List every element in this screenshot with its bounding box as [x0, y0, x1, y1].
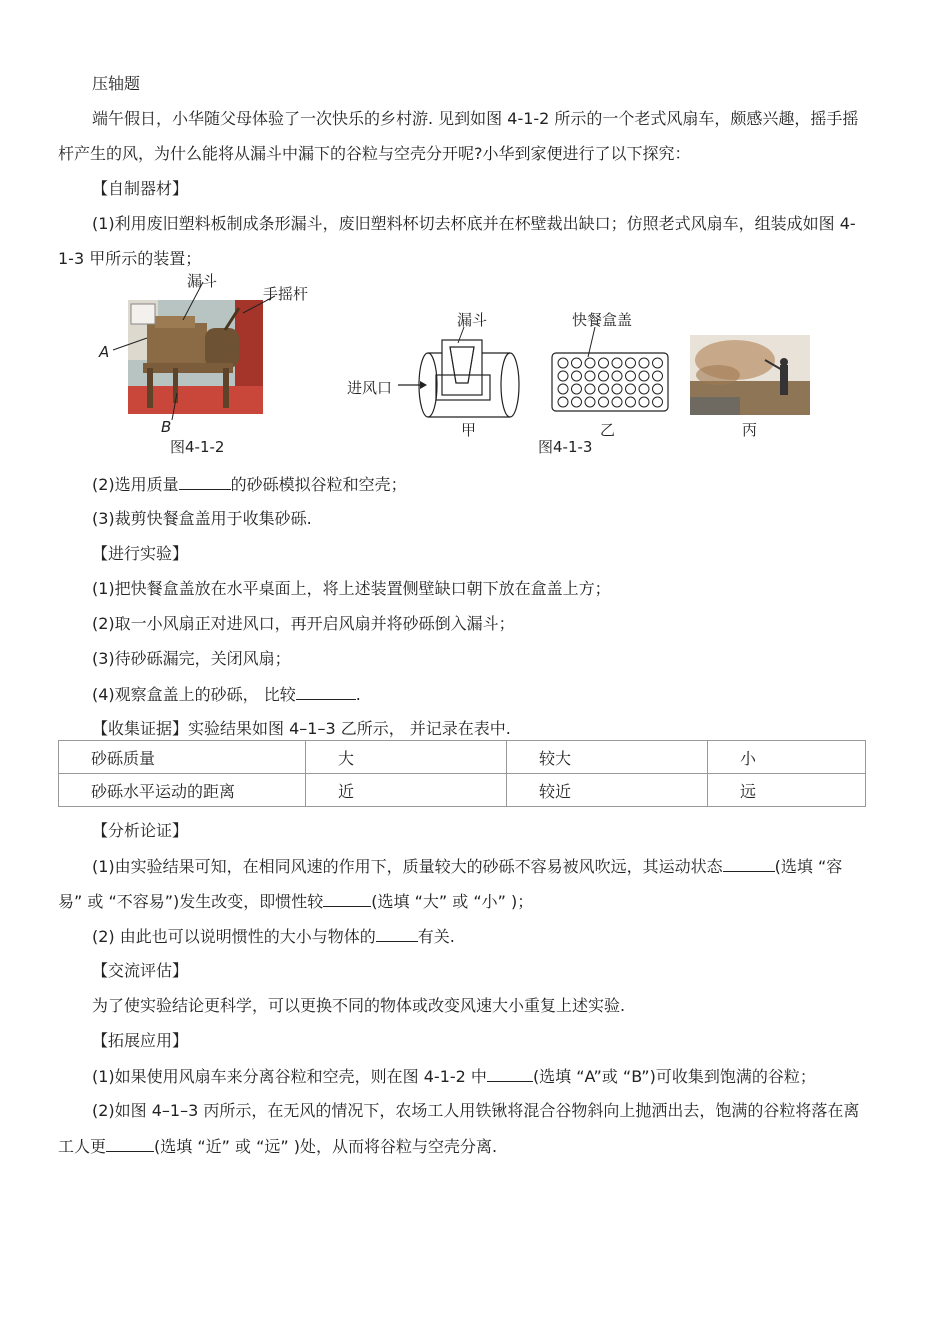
fig412-caption: 图4-1-2	[170, 438, 225, 456]
lid-hole	[599, 384, 609, 394]
lid-hole	[599, 371, 609, 381]
lid-hole	[612, 397, 622, 407]
experiment-step-4-post: .	[355, 685, 361, 704]
intro-line-2: 杆产生的风，为什么能将从漏斗中漏下的谷粒与空壳分开呢?小华到家便进行了以下探究：	[58, 144, 691, 163]
lid-hole	[653, 358, 663, 368]
blank-related-factor[interactable]	[376, 926, 418, 942]
evidence-table	[58, 740, 866, 807]
lid-hole	[612, 358, 622, 368]
device-jia-drawing	[398, 327, 519, 417]
lid-hole	[626, 384, 636, 394]
figure-4-1-2	[95, 268, 335, 458]
lid-hole	[558, 397, 568, 407]
table-row	[59, 774, 866, 807]
analysis-2-pre: (2) 由此也可以说明惯性的大小与物体的	[92, 927, 376, 946]
table-cell: 大	[306, 741, 507, 774]
analysis-1-line-1	[92, 856, 842, 877]
table-row	[59, 741, 866, 774]
heading: 压轴题	[92, 74, 141, 93]
section-experiment: 【进行实验】	[92, 544, 189, 563]
yi-label: 乙	[600, 421, 616, 439]
section-evaluation: 【交流评估】	[92, 961, 189, 980]
lid-hole	[558, 384, 568, 394]
lid-hole	[599, 397, 609, 407]
lid-hole	[653, 397, 663, 407]
extension-2-line-2-pre: 工人更	[58, 1137, 107, 1156]
extension-1-pre: (1)如果使用风扇车来分离谷粒和空壳，则在图 4-1-2 中	[92, 1067, 487, 1086]
experiment-step-3: (3)待砂砾漏完，关闭风扇；	[92, 649, 291, 668]
lid-hole	[572, 384, 582, 394]
lid-hole	[585, 397, 595, 407]
fig412-funnel-label: 漏斗	[187, 272, 218, 290]
section-analysis: 【分析论证】	[92, 821, 189, 840]
table-cell: 近	[306, 774, 507, 807]
lid-hole	[585, 371, 595, 381]
jia-funnel-label: 漏斗	[457, 311, 488, 329]
analysis-2	[92, 926, 455, 947]
materials-2-text-post: 的砂砾模拟谷粒和空壳；	[230, 475, 407, 494]
table-cell: 远	[708, 774, 866, 807]
table-cell: 较近	[507, 774, 708, 807]
extension-1	[92, 1066, 816, 1087]
table-cell: 小	[708, 741, 866, 774]
materials-2-text-pre: (2)选用质量	[92, 475, 179, 494]
experiment-step-4-pre: (4)观察盒盖上的砂砾， 比较	[92, 685, 296, 704]
materials-1-line-2: 1-3 甲所示的装置；	[58, 249, 202, 268]
section-materials: 【自制器材】	[92, 179, 189, 198]
lid-hole	[639, 397, 649, 407]
extension-2-line-2	[58, 1136, 497, 1157]
bing-label: 丙	[742, 421, 758, 439]
analysis-2-post: 有关.	[417, 927, 455, 946]
experiment-step-2: (2)取一小风扇正对进风口，再开启风扇并将砂砾倒入漏斗；	[92, 614, 515, 633]
extension-2-line-1: (2)如图 4–1–3 丙所示，在无风的情况下，农场工人用铁锹将混合谷物斜向上抛洒出去，饱满的谷粒将落在离	[92, 1101, 860, 1120]
figure-4-1-3	[340, 305, 820, 455]
lid-hole	[558, 358, 568, 368]
experiment-step-4	[92, 684, 361, 705]
lid-hole	[653, 384, 663, 394]
blank-mass[interactable]	[179, 474, 231, 490]
blank-compare[interactable]	[296, 684, 356, 700]
fig412-label-a: A	[99, 343, 110, 361]
table-cell: 砂砾水平运动的距离	[59, 774, 306, 807]
lid-hole	[572, 397, 582, 407]
lid-hole	[653, 371, 663, 381]
lid-hole	[639, 384, 649, 394]
analysis-1-line-2-pre: 易” 或 “不容易”)发生改变，即惯性较	[58, 892, 324, 911]
lid-hole	[612, 384, 622, 394]
jia-inlet-label: 进风口	[347, 379, 393, 397]
analysis-1-line-1-post: (选填 “容	[774, 857, 843, 876]
lid-hole	[639, 371, 649, 381]
lid-hole	[599, 358, 609, 368]
table-cell: 砂砾质量	[59, 741, 306, 774]
experiment-step-1: (1)把快餐盒盖放在水平桌面上，将上述装置侧壁缺口朝下放在盒盖上方；	[92, 579, 611, 598]
analysis-1-line-2	[58, 891, 533, 912]
analysis-1-line-1-pre: (1)由实验结果可知，在相同风速的作用下，质量较大的砂砾不容易被风吹远，其运动状态	[92, 857, 723, 876]
extension-1-post: (选填 “A”或 “B”)可收集到饱满的谷粒；	[532, 1067, 816, 1086]
lid-hole	[572, 371, 582, 381]
lid-hole	[585, 384, 595, 394]
fig412-label-b: B	[161, 418, 172, 436]
worker-bing-photo	[690, 335, 810, 415]
evaluation-text: 为了使实验结论更科学，可以更换不同的物体或改变风速大小重复上述实验.	[92, 996, 626, 1015]
fig413-caption: 图4-1-3	[538, 438, 593, 456]
yi-lid-label: 快餐盒盖	[572, 311, 633, 329]
section-extension: 【拓展应用】	[92, 1031, 189, 1050]
lid-yi-drawing	[552, 327, 668, 411]
blank-motion-state[interactable]	[723, 856, 775, 872]
materials-1-line-1: (1)利用废旧塑料板制成条形漏斗，废旧塑料杯切去杯底并在杯壁裁出缺口；仿照老式风扇车，组装成如图 4-	[92, 214, 856, 233]
jia-label: 甲	[461, 421, 477, 439]
intro-line-1: 端午假日，小华随父母体验了一次快乐的乡村游. 见到如图 4-1-2 所示的一个老式风扇车，颇感兴趣，摇手摇	[92, 109, 859, 128]
analysis-1-line-2-post: (选填 “大” 或 “小” )；	[371, 892, 534, 911]
lid-hole	[626, 371, 636, 381]
lid-hole	[612, 371, 622, 381]
lid-hole	[626, 397, 636, 407]
lid-hole	[639, 358, 649, 368]
lid-hole	[585, 358, 595, 368]
fig412-crank-label: 手摇杆	[263, 285, 309, 303]
blank-a-or-b[interactable]	[487, 1066, 533, 1082]
table-cell: 较大	[507, 741, 708, 774]
blank-inertia[interactable]	[323, 891, 371, 907]
materials-2	[92, 474, 407, 495]
evidence-line: 【收集证据】实验结果如图 4–1–3 乙所示， 并记录在表中.	[92, 719, 511, 738]
extension-2-line-2-post: (选填 “近” 或 “远” )处，从而将谷粒与空壳分离.	[154, 1137, 498, 1156]
lid-hole	[572, 358, 582, 368]
lid-hole	[558, 371, 568, 381]
lid-hole	[626, 358, 636, 368]
blank-near-far[interactable]	[106, 1136, 154, 1152]
materials-3: (3)裁剪快餐盒盖用于收集砂砾.	[92, 509, 312, 528]
